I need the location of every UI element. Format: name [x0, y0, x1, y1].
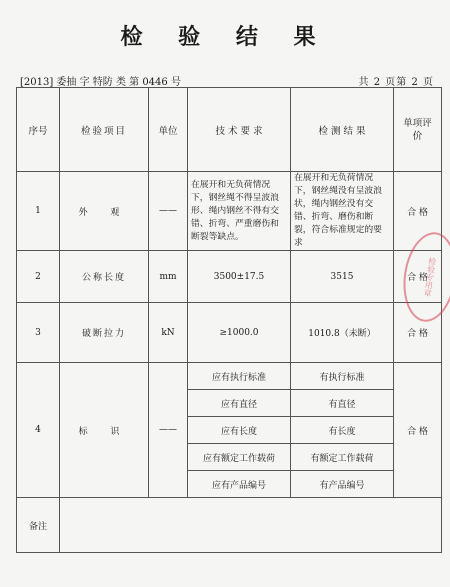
row-result: 3515 — [291, 251, 394, 303]
sub-result: 有执行标准 — [291, 363, 394, 390]
row-item: 标 识 — [60, 363, 149, 498]
sub-requirement: 应有直径 — [188, 390, 291, 417]
report-reference-number: [2013] 委抽 字 特防 类 第 0446 号 — [20, 77, 181, 88]
sub-requirement: 应有额定工作载荷 — [188, 444, 291, 471]
row-no: 3 — [17, 303, 60, 363]
sub-requirement: 应有产品编号 — [188, 471, 291, 498]
stamp-text: 检验专用章 — [422, 256, 438, 298]
table-row — [17, 251, 442, 303]
row-requirement: 3500±17.5 — [188, 251, 291, 303]
row-item: 外 观 — [60, 172, 149, 251]
remarks-label: 备注 — [17, 498, 60, 553]
header-result: 检 测 结 果 — [291, 88, 394, 172]
remarks-content — [60, 498, 442, 553]
header-no: 序号 — [17, 88, 60, 172]
header-unit: 单位 — [149, 88, 188, 172]
sub-result: 有长度 — [291, 417, 394, 444]
row-verdict: 合 格 — [394, 303, 442, 363]
remarks-row — [17, 498, 442, 553]
row-verdict: 合 格 — [394, 251, 442, 303]
header-verdict: 单项评价 — [394, 88, 442, 172]
sub-result: 有产品编号 — [291, 471, 394, 498]
page-indicator: 共 2 页第 2 页 — [358, 77, 434, 88]
table-row — [17, 172, 442, 251]
row-result: 1010.8（未断） — [291, 303, 394, 363]
row-requirement: 在展开和无负荷情况下，钢丝绳不得呈波浪形、绳内钢丝不得有交错、折弯、严重磨伤和断裂等缺点。 — [188, 172, 291, 251]
row-unit: kN — [149, 303, 188, 363]
table-header-row — [17, 88, 442, 172]
table-row — [17, 303, 442, 363]
row-requirement: ≥1000.0 — [188, 303, 291, 363]
row-verdict: 合 格 — [394, 172, 442, 251]
sub-requirement: 应有执行标准 — [188, 363, 291, 390]
sub-result: 有额定工作载荷 — [291, 444, 394, 471]
report-title: 检 验 结 果 — [120, 24, 330, 50]
row-no: 4 — [17, 363, 60, 498]
row-item: 公称长度 — [60, 251, 149, 303]
inspection-results-table — [16, 87, 442, 553]
header-requirement: 技 术 要 求 — [188, 88, 291, 172]
row-verdict: 合 格 — [394, 363, 442, 498]
row-item: 破断拉力 — [60, 303, 149, 363]
sub-requirement: 应有长度 — [188, 417, 291, 444]
row-unit: mm — [149, 251, 188, 303]
table-row — [17, 363, 442, 390]
row-unit: —— — [149, 363, 188, 498]
row-unit: —— — [149, 172, 188, 251]
header-item: 检验项目 — [60, 88, 149, 172]
row-result: 在展开和无负荷情况下，钢丝绳没有呈波浪状，绳内钢丝没有交错、折弯、磨伤和断裂，符合标准规定的要求 — [291, 172, 394, 251]
sub-result: 有直径 — [291, 390, 394, 417]
row-no: 2 — [17, 251, 60, 303]
row-no: 1 — [17, 172, 60, 251]
